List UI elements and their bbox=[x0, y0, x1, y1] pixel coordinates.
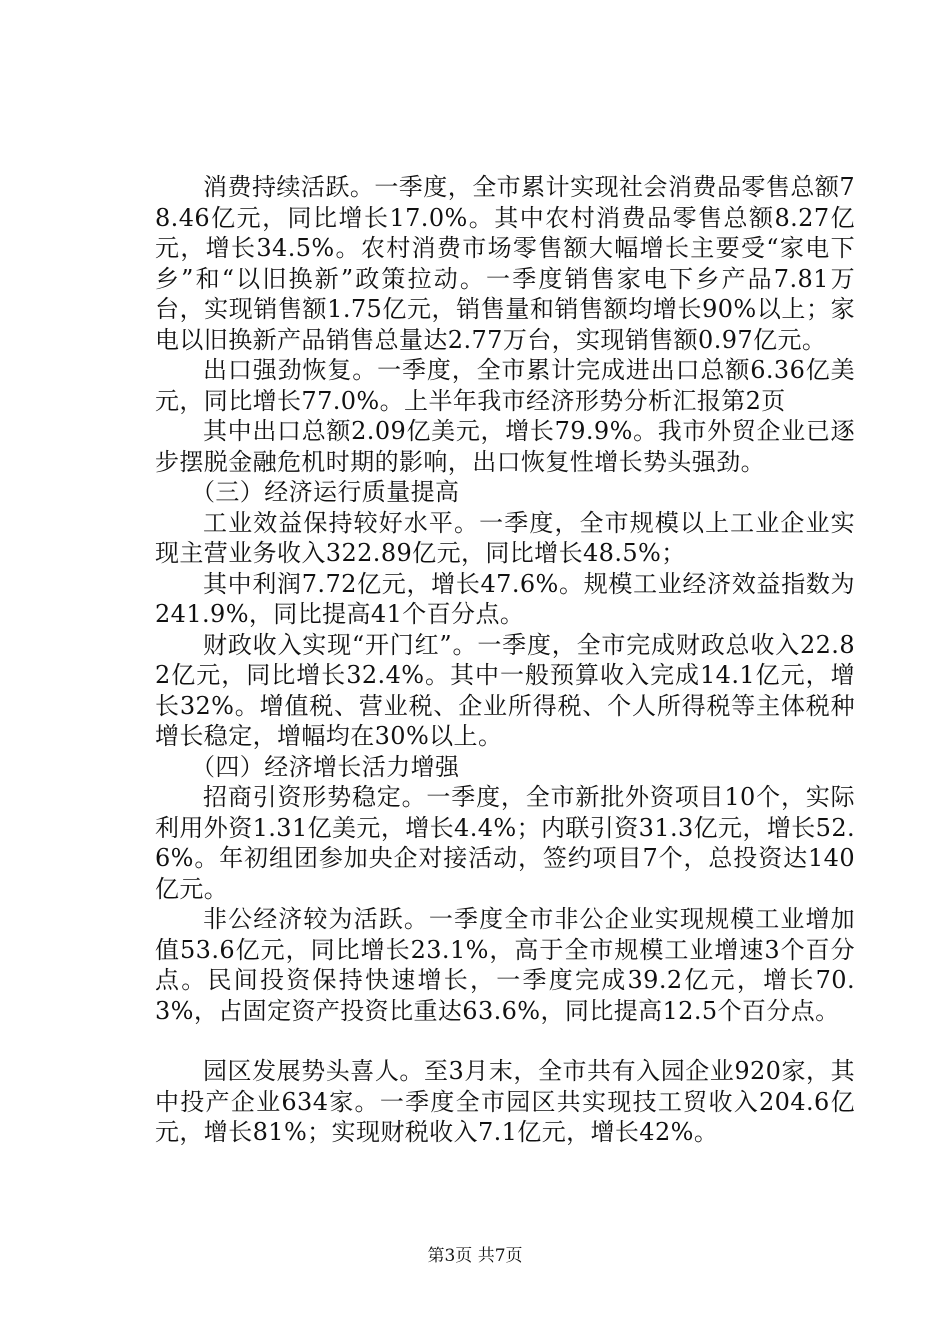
paragraph-private-economy: 非公经济较为活跃。一季度全市非公企业实现规模工业增加值53.6亿元，同比增长23.1%，高于全市规模工业增速3个百分点。民间投资保持快速增长，一季度完成39.2亿元，增长70.3%，占固定资产投资比重达63.6%，同比提高12.5个百分点。 bbox=[155, 905, 855, 1025]
section-heading-4: （四）经济增长活力增强 bbox=[191, 752, 460, 781]
paragraph-profit: 其中利润7.72亿元，增长47.6%。规模工业经济效益指数为241.9%，同比提高41个百分点。 bbox=[155, 569, 855, 628]
paragraph-export-recovery: 出口强劲恢复。一季度，全市累计完成进出口总额6.36亿美元，同比增长77.0%。上半年我市经济形势分析汇报第2页 bbox=[155, 356, 855, 415]
paragraph-gap bbox=[155, 1026, 855, 1056]
page-footer: 第3页 共7页 bbox=[427, 1246, 523, 1266]
paragraph-industrial-benefit: 工业效益保持较好水平。一季度，全市规模以上工业企业实现主营业务收入322.89亿元，同比增长48.5%； bbox=[155, 508, 855, 567]
paragraph-fiscal-revenue: 财政收入实现“开门红”。一季度，全市完成财政总收入22.82亿元，同比增长32.4%。其中一般预算收入完成14.1亿元，增长32%。增值税、营业税、企业所得税、个人所得税等主体税种增长稳定，增幅均在30%以上。 bbox=[155, 630, 855, 750]
document-body bbox=[155, 172, 855, 1148]
paragraph-consumption: 消费持续活跃。一季度，全市累计实现社会消费品零售总额78.46亿元，同比增长17.0%。其中农村消费品零售总额8.27亿元，增长34.5%。农村消费市场零售额大幅增长主要受“家电下乡”和“以旧换新”政策拉动。一季度销售家电下乡产品7.81万台，实现销售额1.75亿元，销售量和销售额均增长90%以上；家电以旧换新产品销售总量达2.77万台，实现销售额0.97亿元。 bbox=[155, 173, 855, 354]
section-heading-3: （三）经济运行质量提高 bbox=[191, 478, 460, 506]
paragraph-export-total: 其中出口总额2.09亿美元，增长79.9%。我市外贸企业已逐步摆脱金融危机时期的影响，出口恢复性增长势头强劲。 bbox=[155, 417, 855, 476]
paragraph-investment: 招商引资形势稳定。一季度，全市新批外资项目10个，实际利用外资1.31亿美元，增长4.4%；内联引资31.3亿元，增长52.6%。年初组团参加央企对接活动，签约项目7个，总投资达140亿元。 bbox=[155, 783, 856, 903]
paragraph-industrial-park: 园区发展势头喜人。至3月末，全市共有入园企业920家，其中投产企业634家。一季度全市园区共实现技工贸收入204.6亿元，增长81%；实现财税收入7.1亿元，增长42%。 bbox=[155, 1057, 855, 1146]
